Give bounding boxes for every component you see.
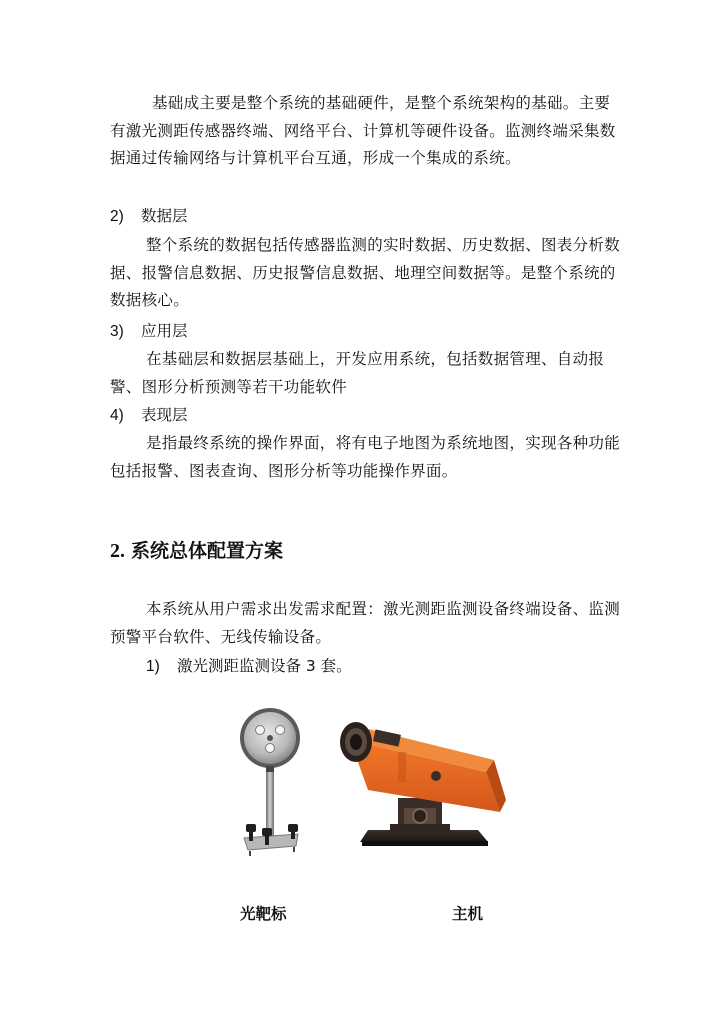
laser-host-unit-icon xyxy=(338,712,508,852)
list-number: 2) xyxy=(110,208,124,225)
optical-target-icon xyxy=(232,706,312,858)
optical-target-image xyxy=(232,706,312,862)
section-title: 系统总体配置方案 xyxy=(131,540,284,562)
paragraph-foundation-layer: 基础成主要是整个系统的基础硬件，是整个系统架构的基础。主要有激光测距传感器终端、网络平台、计算机等硬件设备。监测终端采集数据通过传输网络与计算机平台互通，形成一个集成的系统。 xyxy=(110,94,616,167)
list-number: 1) xyxy=(146,658,160,675)
list-number: 3) xyxy=(110,323,124,340)
list-item-data-layer xyxy=(110,203,187,230)
laser-host-image xyxy=(338,712,508,856)
list-item-application-layer xyxy=(110,318,187,345)
list-title: 应用层 xyxy=(140,322,188,340)
list-title: 数据层 xyxy=(140,207,188,225)
paragraph-application-layer: 在基础层和数据层基础上，开发应用系统，包括数据管理、自动报警、图形分析预测等若干功能软件 xyxy=(110,350,605,396)
section-number: 2. xyxy=(110,540,125,562)
list-item-laser-devices xyxy=(146,653,352,680)
caption-host-unit: 主机 xyxy=(452,905,484,923)
list-item-presentation-layer xyxy=(110,402,187,429)
list-text: 激光测距监测设备 3 套。 xyxy=(176,657,352,675)
list-title: 表现层 xyxy=(140,406,188,424)
paragraph-config: 本系统从用户需求出发需求配置：激光测距监测设备终端设备、监测预警平台软件、无线传输设备。 xyxy=(110,600,621,646)
list-number: 4) xyxy=(110,407,124,424)
caption-optical-target: 光靶标 xyxy=(240,905,287,923)
paragraph-data-layer: 整个系统的数据包括传感器监测的实时数据、历史数据、图表分析数据、报警信息数据、历史报警信息数据、地理空间数据等。是整个系统的数据核心。 xyxy=(110,236,621,309)
section-heading xyxy=(110,536,283,563)
paragraph-presentation-layer: 是指最终系统的操作界面，将有电子地图为系统地图，实现各种功能包括报警、图表查询、图形分析等功能操作界面。 xyxy=(110,434,621,480)
